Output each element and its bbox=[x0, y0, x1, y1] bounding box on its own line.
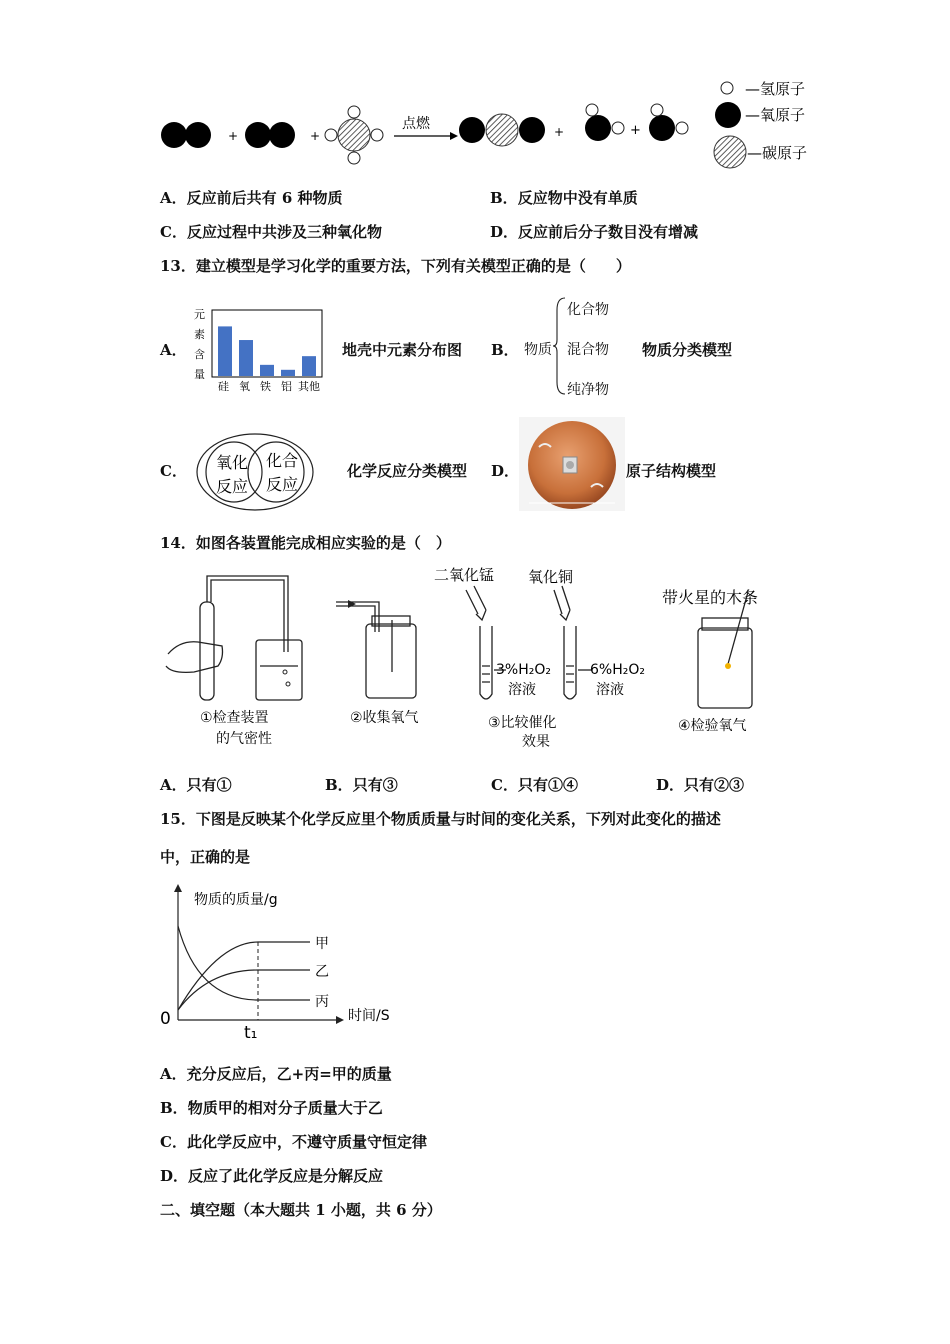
plus-sign-2: + bbox=[310, 129, 321, 143]
q14-stem: 14．如图各装置能完成相应实验的是（ ） bbox=[160, 534, 451, 552]
bar-label-2: 铁 bbox=[260, 380, 271, 393]
bar-label-4: 其他 bbox=[298, 380, 320, 393]
methane-molecule bbox=[325, 106, 383, 164]
apparatus-3-caption-line2: 效果 bbox=[522, 734, 550, 750]
mno2-label: 二氧化锰 bbox=[434, 566, 495, 584]
classification-branch-mixture: 混合物 bbox=[567, 342, 609, 358]
lab-apparatus-figure bbox=[160, 562, 800, 757]
q14-option-b[interactable]: B．只有③ bbox=[325, 776, 398, 794]
reaction-classification-diagram bbox=[194, 430, 316, 514]
q13-stem: 13．建立模型是学习化学的重要方法，下列有关模型正确的是（ ） bbox=[160, 257, 631, 275]
bar-label-0: 硅 bbox=[218, 380, 229, 393]
chart-ylabel-0: 元 bbox=[194, 308, 205, 321]
bar-4 bbox=[302, 356, 316, 376]
oxidation-label-2: 反应 bbox=[216, 477, 249, 496]
q13-option-d-key[interactable]: D． bbox=[491, 462, 520, 480]
legend-carbon: —碳原子 bbox=[747, 144, 808, 162]
plus-sign-4: + bbox=[630, 123, 641, 138]
apparatus-1-caption-line1: ①检查装置 bbox=[200, 710, 269, 726]
oxygen-molecule-1 bbox=[161, 122, 211, 148]
bar-0 bbox=[218, 326, 232, 376]
water-molecule-2 bbox=[649, 104, 688, 141]
q15-option-a[interactable]: A．充分反应后，乙+丙=甲的质量 bbox=[160, 1065, 392, 1083]
graph-t1: t₁ bbox=[244, 1023, 258, 1042]
water-molecule-1 bbox=[585, 104, 624, 141]
series-label-yi: 乙 bbox=[315, 964, 329, 980]
apparatus-4-caption: ④检验氧气 bbox=[678, 718, 747, 734]
glowing-splint-label: 带火星的木条 bbox=[662, 588, 759, 607]
oxygen-test-bottle bbox=[698, 592, 752, 708]
mass-time-graph bbox=[158, 882, 408, 1042]
bar-label-1: 氧 bbox=[239, 380, 250, 393]
classification-root: 物质 bbox=[524, 342, 552, 358]
co2-molecule bbox=[459, 114, 545, 146]
bar-label-3: 铝 bbox=[281, 380, 292, 393]
plus-sign-1: + bbox=[228, 129, 239, 143]
bar-3 bbox=[281, 370, 295, 376]
q12-option-d[interactable]: D．反应前后分子数目没有增减 bbox=[490, 223, 699, 241]
reaction-diagram bbox=[150, 70, 850, 180]
solution-1-word: 溶液 bbox=[508, 682, 536, 698]
chart-ylabel-3: 量 bbox=[194, 368, 205, 381]
q12-option-c[interactable]: C．反应过程中共涉及三种氧化物 bbox=[160, 223, 382, 241]
classification-branch-compound: 化合物 bbox=[567, 302, 609, 318]
q15-stem-line2: 中，正确的是 bbox=[160, 848, 251, 866]
chart-ylabel-2: 含 bbox=[194, 348, 205, 361]
legend-hydrogen: —氢原子 bbox=[745, 80, 806, 98]
bar-2 bbox=[260, 365, 274, 376]
q14-option-d[interactable]: D．只有②③ bbox=[656, 776, 745, 794]
q15-option-b[interactable]: B．物质甲的相对分子质量大于乙 bbox=[160, 1099, 383, 1117]
q13-d-caption: 原子结构模型 bbox=[626, 462, 717, 480]
q12-option-b[interactable]: B．反应物中没有单质 bbox=[490, 189, 638, 207]
graph-ylabel: 物质的质量/g bbox=[194, 892, 278, 908]
airtightness-apparatus bbox=[166, 576, 302, 700]
cuo-label: 氧化铜 bbox=[528, 568, 574, 586]
bar-1 bbox=[239, 340, 253, 376]
oxidation-label-1: 氧化 bbox=[216, 453, 249, 472]
oxygen-molecule-2 bbox=[245, 122, 295, 148]
atom-legend bbox=[714, 80, 807, 168]
series-label-bing: 丙 bbox=[315, 994, 329, 1010]
plus-sign-3: + bbox=[554, 125, 565, 139]
classification-brace bbox=[553, 296, 567, 396]
classification-branch-pure: 纯净物 bbox=[567, 382, 609, 398]
curve-yi bbox=[178, 970, 310, 1010]
legend-oxygen: —氧原子 bbox=[745, 106, 806, 124]
chart-ylabel-1: 素 bbox=[194, 328, 205, 341]
solution-2-word: 溶液 bbox=[596, 682, 624, 698]
combination-label-1: 化合 bbox=[266, 451, 299, 470]
q13-option-b-key[interactable]: B． bbox=[491, 341, 519, 359]
graph-origin: 0 bbox=[160, 1009, 171, 1029]
q12-option-a[interactable]: A．反应前后共有 6 种物质 bbox=[160, 189, 343, 207]
q13-c-caption: 化学反应分类模型 bbox=[347, 462, 468, 480]
gas-collection-bottle bbox=[336, 602, 416, 698]
element-distribution-chart bbox=[188, 298, 333, 396]
q13-option-c-key[interactable]: C． bbox=[160, 462, 187, 480]
combination-label-2: 反应 bbox=[266, 475, 299, 494]
solution-1-concentration: 3%H₂O₂ bbox=[496, 662, 551, 678]
section-2-heading: 二、填空题（本大题共 1 小题，共 6 分） bbox=[160, 1201, 442, 1219]
apparatus-1-caption-line2: 的气密性 bbox=[216, 731, 272, 747]
apparatus-2-caption: ②收集氧气 bbox=[350, 710, 419, 726]
apparatus-3-caption-line1: ③比较催化 bbox=[488, 715, 557, 731]
q14-option-a[interactable]: A．只有① bbox=[160, 776, 232, 794]
solution-2-concentration: 6%H₂O₂ bbox=[590, 662, 645, 678]
q13-option-a-key[interactable]: A． bbox=[160, 341, 187, 359]
graph-xlabel: 时间/S bbox=[348, 1008, 390, 1024]
q15-option-c[interactable]: C．此化学反应中，不遵守质量守恒定律 bbox=[160, 1133, 427, 1151]
q15-stem-line1: 15．下图是反映某个化学反应里个物质质量与时间的变化关系，下列对此变化的描述 bbox=[160, 810, 721, 828]
ignite-label: 点燃 bbox=[402, 116, 430, 132]
q13-b-caption: 物质分类模型 bbox=[642, 341, 733, 359]
q13-a-caption: 地壳中元素分布图 bbox=[342, 341, 463, 359]
series-label-jia: 甲 bbox=[315, 936, 329, 952]
q14-option-c[interactable]: C．只有①④ bbox=[491, 776, 578, 794]
q15-option-d[interactable]: D．反应了此化学反应是分解反应 bbox=[160, 1167, 384, 1185]
atom-structure-image bbox=[519, 417, 625, 511]
